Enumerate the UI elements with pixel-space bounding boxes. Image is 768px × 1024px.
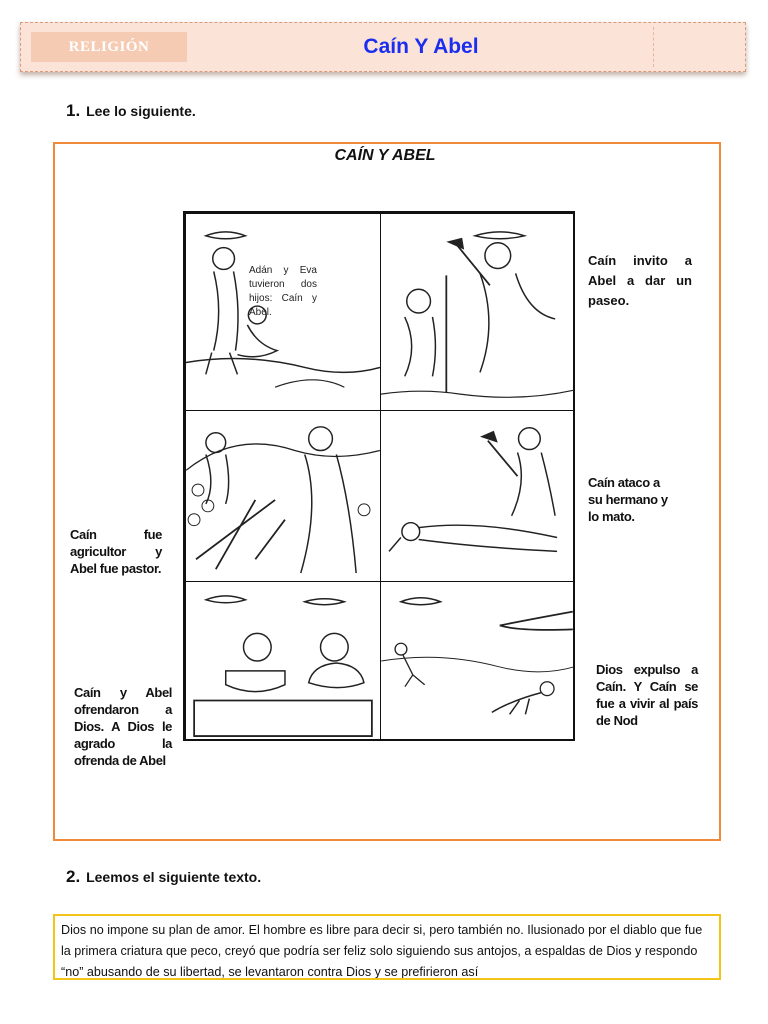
page-title: Caín Y Abel (363, 35, 479, 58)
caption-attack: Caín ataco a su hermano y lo mato. (588, 475, 668, 524)
expulsion-illustration (381, 582, 574, 740)
comic-title: CAÍN Y ABEL (334, 147, 436, 164)
section-2-heading (66, 867, 261, 887)
section-1-number: 1. (66, 101, 81, 120)
section-1-label: Lee lo siguiente. (86, 103, 196, 119)
panel-expulsion (380, 581, 575, 741)
panel-invitation (380, 213, 575, 411)
section-2-number: 2. (66, 867, 81, 886)
header-banner (20, 22, 746, 72)
subject-label: RELIGIÓN (31, 32, 187, 62)
comic-grid (183, 211, 575, 741)
farmer-shepherd-illustration (186, 411, 380, 581)
panel-farmer-shepherd (185, 410, 381, 582)
offering-illustration (186, 582, 380, 740)
panel-offering (185, 581, 381, 741)
panel-1-caption: Adán y Eva tuvieron dos hijos: Caín y Abel. (249, 265, 317, 318)
reading-textbox: Dios no impone su plan de amor. El hombre es libre para decir si, pero también no. Ilusionado por el diablo que fue la primera criatura que peco, creyó que podría ser feliz solo siguiendo sus antojos, a espaldas de Dios y respondo “no” abusando de su libertad, se levantaron contra Dios y se prefirieron así (53, 914, 721, 980)
panel-attack (380, 410, 575, 582)
caption-expelled: Dios expulso a Caín. Y Caín se fue a vivir al país de Nod (596, 662, 698, 728)
caption-invite: Caín invito a Abel a dar un paseo. (588, 253, 692, 308)
invitation-illustration (381, 214, 574, 410)
attack-illustration (381, 411, 574, 581)
header-divider (653, 27, 654, 67)
caption-offering: Caín y Abel ofrendaron a Dios. A Dios le agrado la ofrenda de Abel (74, 685, 172, 768)
section-2-label: Leemos el siguiente texto. (86, 869, 262, 885)
section-1-heading (66, 101, 196, 121)
caption-farmer: Caín fue agricultor y Abel fue pastor. (70, 527, 162, 576)
